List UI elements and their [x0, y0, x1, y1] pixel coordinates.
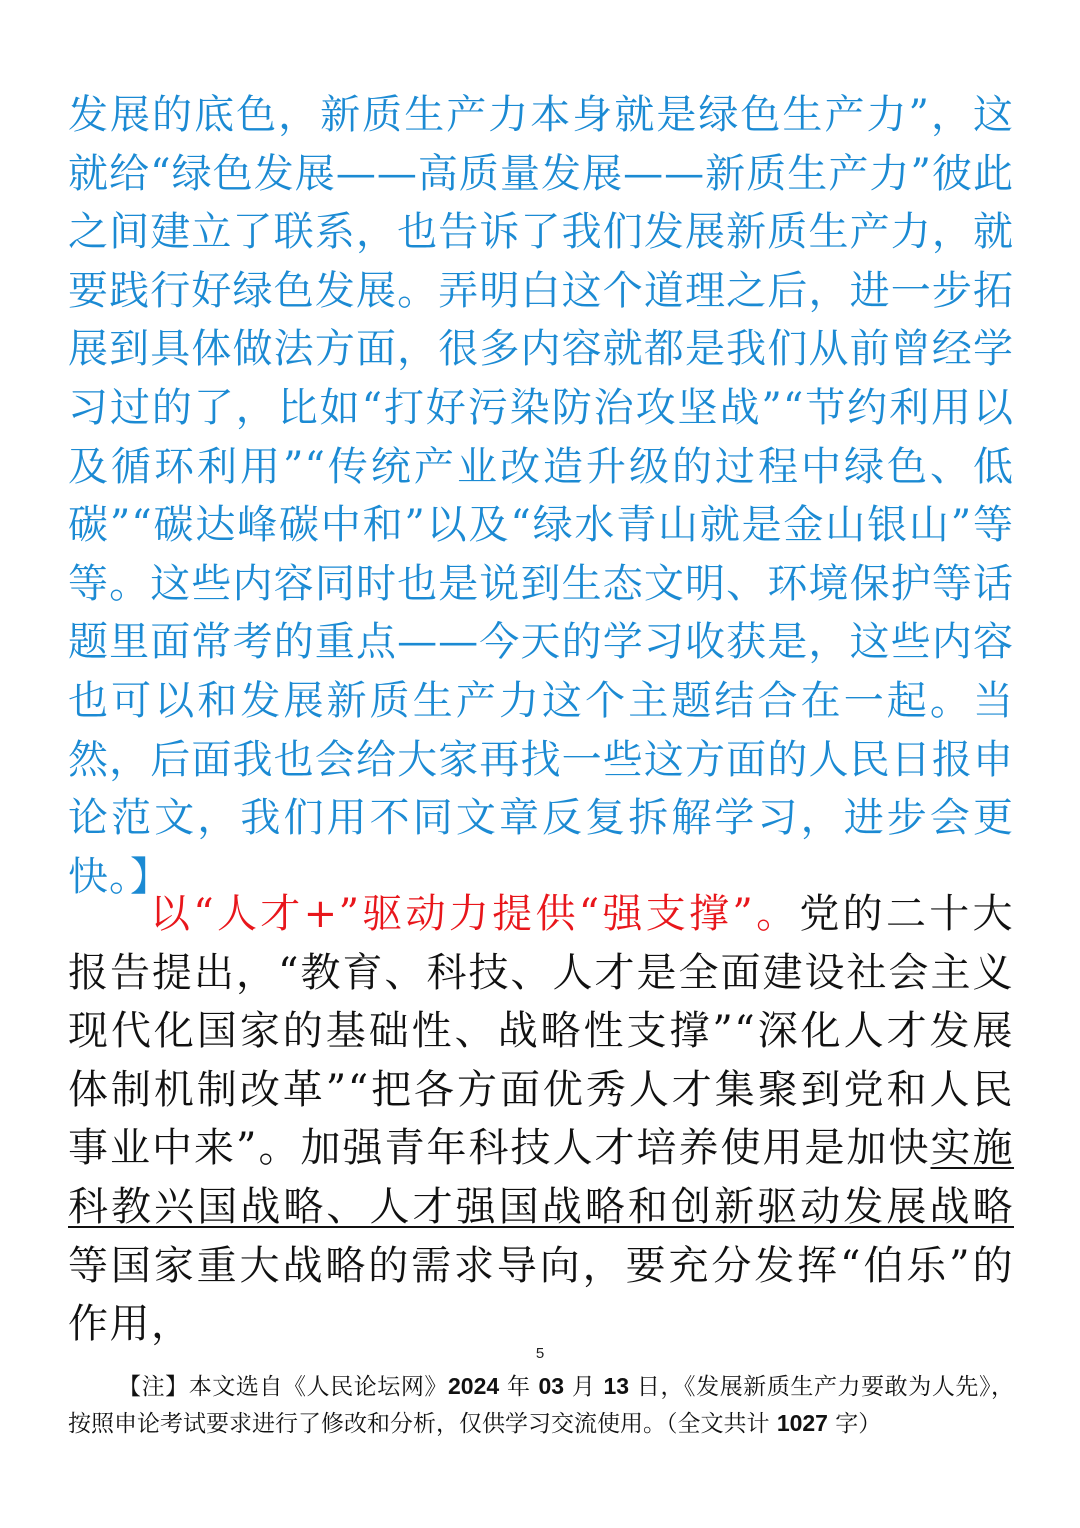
- note-middle: 日，《发展新质生产力要敢为人先》，按照申论考试要求进行了修改和分析，仅供学习交流使用。（全文共计: [68, 1374, 1015, 1437]
- page-number: 5: [535, 1345, 545, 1362]
- body-text-after: 等国家重大战略的需求导向，要充分发挥“伯乐”的作用，: [68, 1242, 1014, 1348]
- commentary-paragraph: [68, 86, 1014, 906]
- note-suffix: 字）: [827, 1411, 882, 1437]
- section-heading: 以“人才+”驱动力提供“强支撑”。: [150, 891, 800, 937]
- note-month: 03: [538, 1373, 565, 1399]
- note-prefix: 【注】本文选自《人民论坛网》: [118, 1374, 448, 1400]
- body-text-before: 党的二十大报告提出，“教育、科技、人才是全面建设社会主义现代化国家的基础性、战略性支撑”“深化人才发展体制机制改革”“把各方面优秀人才集聚到党和人民事业中来”。加强青年科技人才培养使用是加快: [68, 891, 1015, 1172]
- source-note: [68, 1368, 1014, 1442]
- commentary-text: 发展的底色，新质生产力本身就是绿色生产力”，这就给“绿色发展——高质量发展——新质生产力”彼此之间建立了联系，也告诉了我们发展新质生产力，就要践行好绿色发展。弄明白这个道理之后，进一步拓展到具体做法方面，很多内容就都是我们从前曾经学习过的了，比如“打好污染防治攻坚战”“节约利用以及循环利用”“传统产业改造升级的过程中绿色、低碳”“碳达峰碳中和”以及“绿水青山就是金山银山”等等。这些内容同时也是说到生态文明、环境保护等话题里面常考的重点——今天的学习收获是，这些内容也可以和发展新质生产力这个主题结合在一起。当然，后面我也会给大家再找一些这方面的人民日报申论范文，我们用不同文章反复拆解学习，进步会更快。】: [68, 92, 1014, 900]
- note-year: 2024: [447, 1373, 500, 1399]
- body-paragraph: [68, 885, 1014, 1354]
- note-year-unit: 年: [499, 1374, 539, 1400]
- note-day: 13: [603, 1373, 630, 1399]
- note-month-unit: 月: [564, 1374, 604, 1400]
- note-word-count: 1027: [776, 1410, 828, 1436]
- underlined-phrase: 实施科教兴国战略、人才强国战略和创新驱动发展战略: [68, 1125, 1015, 1230]
